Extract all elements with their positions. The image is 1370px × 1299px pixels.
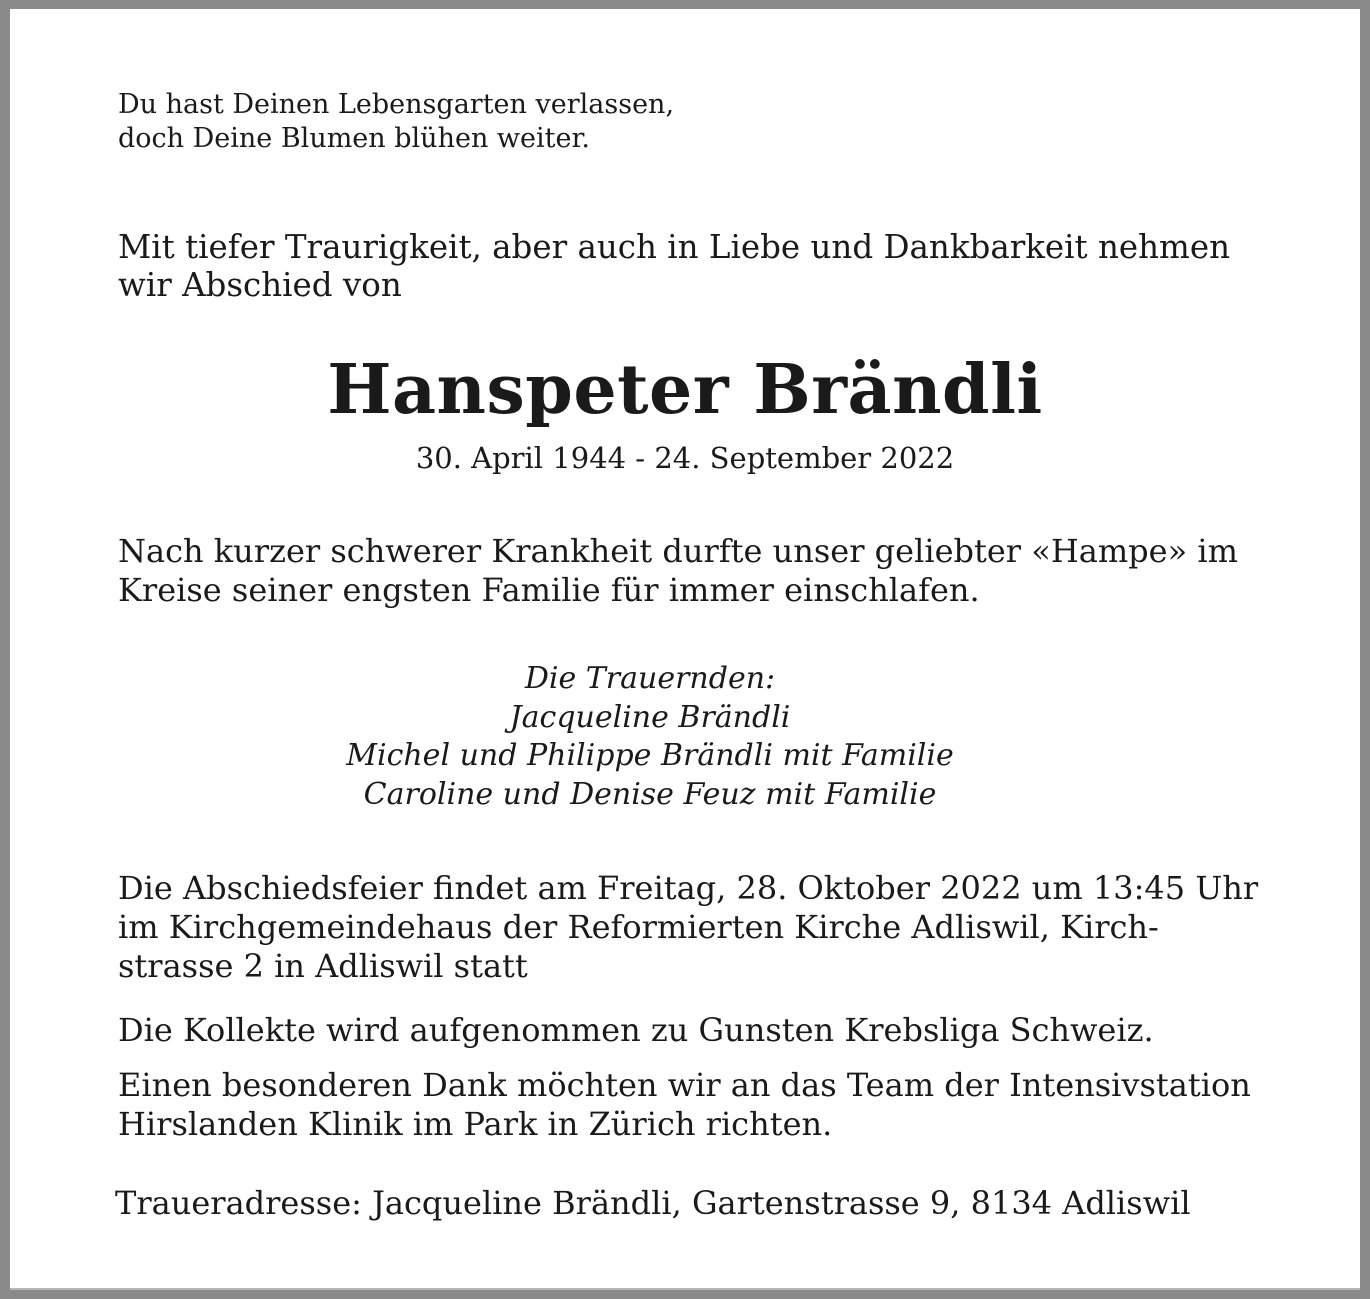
- intro-paragraph: [118, 228, 1252, 304]
- thanks-line: Hirslanden Klinik im Park in Zürich richten.: [118, 1105, 833, 1143]
- mourners-list: [330, 660, 970, 814]
- poem-line: doch Deine Blumen blühen weiter.: [118, 123, 590, 154]
- deceased-name: Hanspeter Brändli: [327, 350, 1043, 430]
- collection-text: Die Kollekte wird aufgenommen zu Gunsten Krebsliga Schweiz.: [118, 1011, 1154, 1049]
- mourner-name: Caroline und Denise Feuz mit Familie: [363, 776, 937, 812]
- mourner-name: Jacqueline Brändli: [509, 699, 791, 735]
- collection-note: [118, 1011, 1252, 1050]
- passing-line: Nach kurzer schwerer Krankheit durfte unser geliebter «Hampe» im: [118, 532, 1238, 570]
- passing-line: Kreise seiner engsten Familie für immer einschlafen.: [118, 571, 980, 609]
- poem-line: Du hast Deinen Lebensgarten verlassen,: [118, 89, 675, 120]
- mourning-address: Traueradresse: Jacqueline Brändli, Gartenstrasse 9, 8134 Adliswil: [115, 1184, 1191, 1222]
- ceremony-line: im Kirchgemeindehaus der Reformierten Kirche Adliswil, Kirch-: [118, 908, 1159, 946]
- intro-line: wir Abschied von: [118, 266, 402, 304]
- life-dates: 30. April 1944 - 24. September 2022: [415, 441, 955, 475]
- ceremony-line: strasse 2 in Adliswil statt: [118, 947, 528, 985]
- ceremony-line: Die Abschiedsfeier findet am Freitag, 28. Oktober 2022 um 13:45 Uhr: [118, 869, 1259, 907]
- poem-quote: [118, 88, 1252, 156]
- passing-paragraph: [118, 532, 1252, 610]
- mourners-heading: Die Trauernden:: [524, 661, 776, 696]
- thanks-paragraph: [118, 1066, 1252, 1144]
- intro-line: Mit tiefer Traurigkeit, aber auch in Liebe und Dankbarkeit nehmen: [118, 228, 1231, 266]
- thanks-line: Einen besonderen Dank möchten wir an das Team der Intensivstation: [118, 1066, 1251, 1104]
- mourner-name: Michel und Philippe Brändli mit Familie: [346, 738, 954, 773]
- ceremony-paragraph: [118, 869, 1259, 986]
